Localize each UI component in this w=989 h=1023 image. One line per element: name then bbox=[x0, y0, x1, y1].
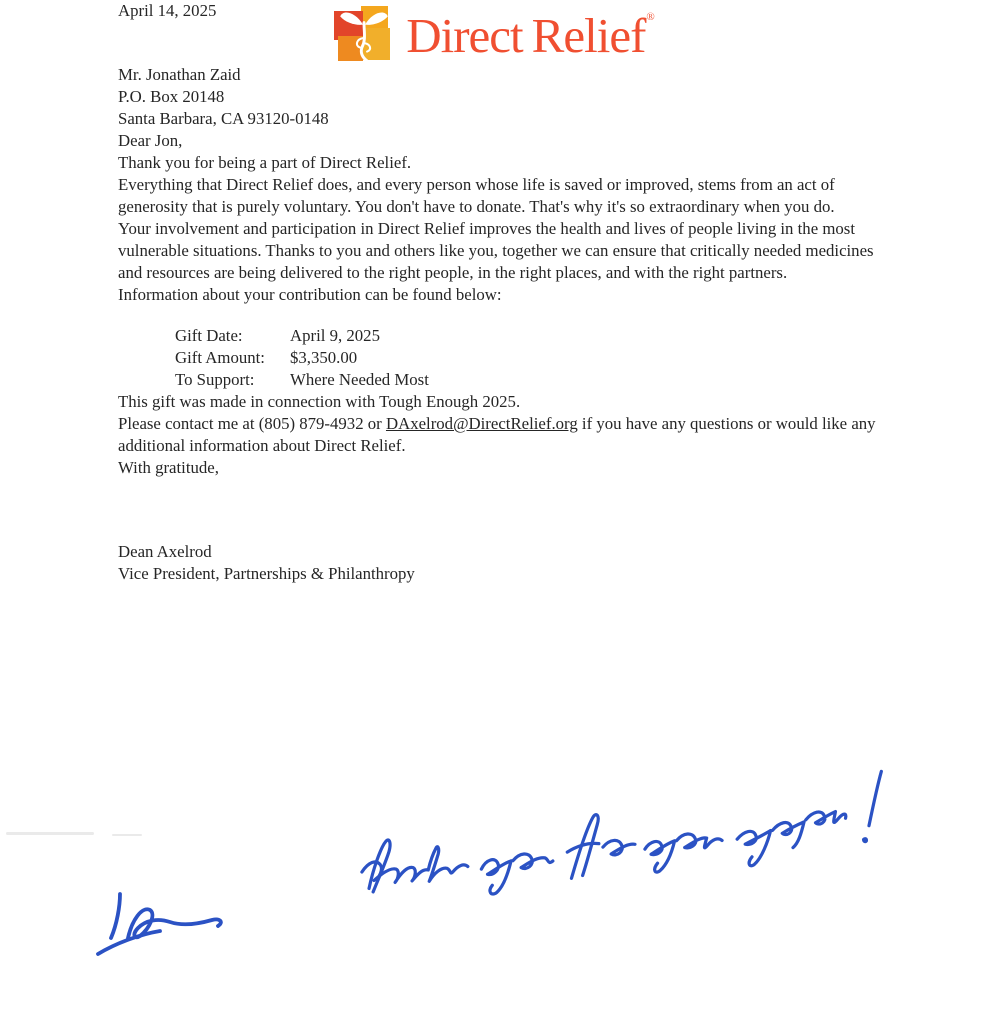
gift-details-table bbox=[175, 325, 888, 391]
contact-email-link[interactable]: DAxelrod@DirectRelief.org bbox=[385, 414, 578, 433]
salutation: Dear Jon, bbox=[118, 131, 183, 150]
recipient-name: Mr. Jonathan Zaid bbox=[118, 65, 241, 84]
brand-word-relief: Relief bbox=[531, 7, 646, 63]
brand-word-direct: Direct bbox=[406, 7, 523, 63]
signer-block bbox=[118, 541, 888, 585]
paragraph-info-intro: Information about your contribution can be found below: bbox=[118, 285, 502, 304]
contact-phone: (805) 879-4932 bbox=[258, 414, 364, 433]
contact-text-3: if you have any questions or would like any additional information about Direct Relief. bbox=[118, 414, 876, 455]
gift-date-label: Gift Date: bbox=[175, 326, 243, 345]
gift-connection-note: This gift was made in connection with Tough Enough 2025. bbox=[118, 392, 521, 411]
recipient-address-block bbox=[118, 64, 888, 130]
paragraph-body2: Your involvement and participation in Direct Relief improves the health and lives of people living in the most vulnerable situations. Thanks to you and others like you, together we can ensure that critically needed medicines and resources are being delivered to the right people, in the right places, and with the right partners. bbox=[118, 219, 874, 282]
gift-row-date bbox=[175, 325, 888, 347]
handwritten-thank-you-note bbox=[355, 766, 892, 918]
letter-body bbox=[118, 0, 888, 585]
paragraph-body1: Everything that Direct Relief does, and every person whose life is saved or improved, stems from an act of generosity that is purely voluntary. You don't have to donate. That's why it's so extraordinary when you do. bbox=[118, 175, 835, 216]
gift-support-label: To Support: bbox=[175, 370, 255, 389]
scan-smudge bbox=[6, 832, 94, 835]
contact-text-1: Please contact me at bbox=[118, 414, 259, 433]
gift-amount-label: Gift Amount: bbox=[175, 348, 265, 367]
signer-name: Dean Axelrod bbox=[118, 542, 212, 561]
gift-support-value: Where Needed Most bbox=[290, 370, 429, 389]
scan-smudge bbox=[112, 834, 142, 836]
direct-relief-emblem-icon bbox=[334, 6, 394, 64]
handwritten-signature bbox=[94, 886, 269, 964]
paragraph-opening: Thank you for being a part of Direct Relief. bbox=[118, 153, 412, 172]
gift-row-amount bbox=[175, 347, 888, 369]
letter-date: April 14, 2025 bbox=[118, 1, 217, 20]
contact-text-2: or bbox=[363, 414, 386, 433]
signer-title: Vice President, Partnerships & Philanthropy bbox=[118, 564, 415, 583]
recipient-address-line2: Santa Barbara, CA 93120-0148 bbox=[118, 109, 329, 128]
gift-amount-value: $3,350.00 bbox=[290, 348, 358, 367]
sprout-caduceus-icon bbox=[334, 6, 394, 64]
registered-trademark-symbol: ® bbox=[646, 10, 655, 23]
recipient-address-line1: P.O. Box 20148 bbox=[118, 87, 225, 106]
closing-line: With gratitude, bbox=[118, 458, 219, 477]
gift-row-support bbox=[175, 369, 888, 391]
gift-date-value: April 9, 2025 bbox=[290, 326, 380, 345]
paragraph-contact bbox=[118, 413, 888, 457]
